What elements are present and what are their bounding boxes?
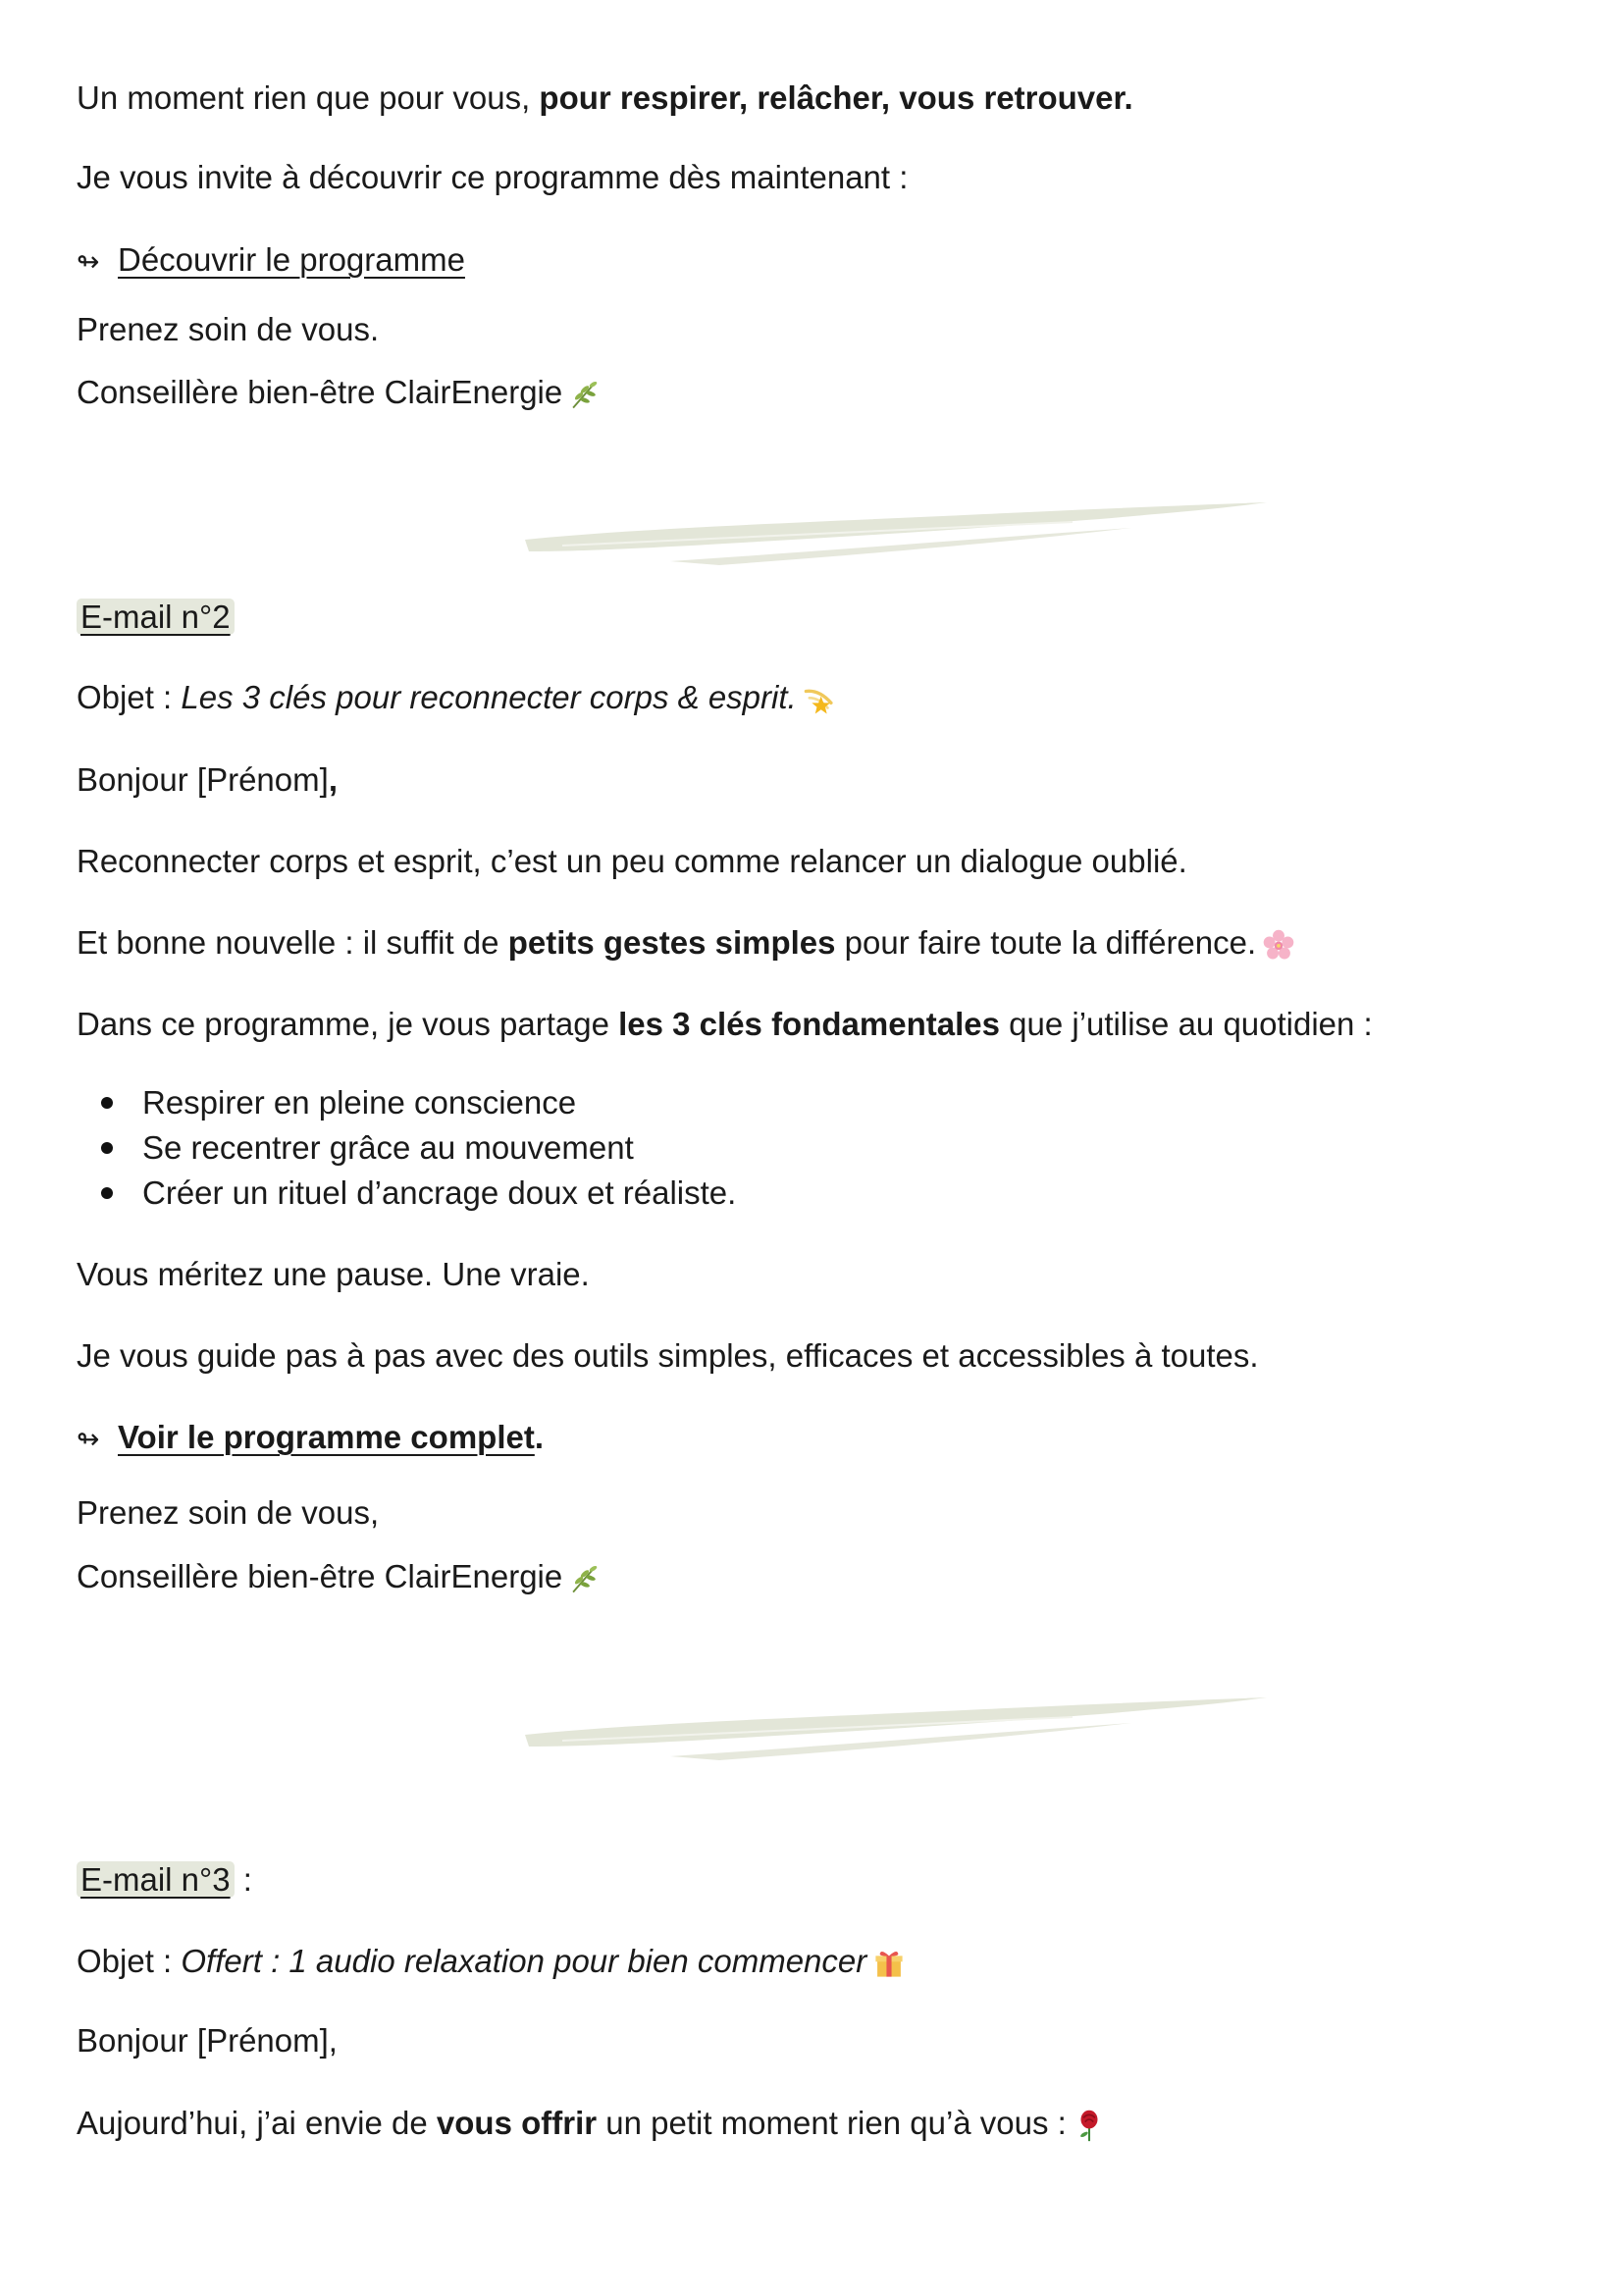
email2-closing: Prenez soin de vous,: [77, 1494, 380, 1531]
email3-subject-line: [77, 1940, 906, 1983]
label-suffix: :: [234, 1861, 252, 1898]
leaf-sprig-icon: [568, 378, 602, 411]
email3-greeting: Bonjour [Prénom],: [77, 2022, 338, 2059]
email2-heading: [77, 596, 235, 639]
email3-paragraph-1: [77, 2102, 1106, 2145]
email2-signature: [77, 1555, 602, 1598]
p3-bold: les 3 clés fondamentales: [618, 1006, 1000, 1042]
closing-line: Prenez soin de vous.: [77, 311, 380, 347]
email2-subject: Les 3 clés pour reconnecter corps & esprit.: [181, 679, 797, 715]
intro-text: Un moment rien que pour vous,: [77, 79, 540, 116]
email2-greeting: [77, 758, 338, 802]
bullet-text: Créer un rituel d’ancrage doux et réaliste.: [142, 1174, 737, 1211]
greeting-text: Bonjour [Prénom]: [77, 761, 329, 798]
p2-text-b: pour faire toute la différence.: [835, 924, 1257, 961]
list-item: [77, 1125, 736, 1171]
bullet-text: Respirer en pleine conscience: [142, 1084, 577, 1121]
p2-text-a: Et bonne nouvelle : il suffit de: [77, 924, 508, 961]
p1-text-a: Aujourd’hui, j’ai envie de: [77, 2105, 437, 2141]
signature-line: [77, 371, 602, 414]
brush-divider: [523, 1695, 1269, 1764]
p1-text-b: un petit moment rien qu’à vous :: [597, 2105, 1067, 2141]
link-period: .: [534, 1419, 544, 1455]
brush-divider: [523, 500, 1269, 569]
email2-paragraph-3: [77, 1003, 1373, 1046]
discover-program-link[interactable]: Découvrir le programme: [118, 241, 465, 278]
email3-label: E-mail n°3: [77, 1861, 235, 1898]
p3-text-b: que j’utilise au quotidien :: [999, 1006, 1373, 1042]
program-link-line: [77, 238, 465, 284]
cherry-blossom-icon: [1262, 928, 1295, 962]
email2-paragraph-2: [77, 921, 1295, 965]
list-item: [77, 1171, 736, 1216]
subject-prefix: Objet :: [77, 1943, 182, 1979]
gift-icon: [872, 1947, 906, 1980]
bullet-text: Se recentrer grâce au mouvement: [142, 1129, 634, 1166]
email2-subject-line: [77, 676, 836, 719]
email3-subject: Offert : 1 audio relaxation pour bien commencer: [181, 1943, 867, 1979]
curly-arrow-icon: ↬: [77, 245, 100, 278]
bullet-dot: [101, 1097, 113, 1109]
signature-text: Conseillère bien-être ClairEnergie: [77, 374, 563, 410]
bullet-dot: [101, 1187, 113, 1199]
p3-text-a: Dans ce programme, je vous partage: [77, 1006, 619, 1042]
signature-text: Conseillère bien-être ClairEnergie: [77, 1558, 563, 1594]
p2-bold: petits gestes simples: [507, 924, 836, 961]
shooting-star-icon: [803, 683, 836, 716]
keys-bullet-list: [77, 1080, 736, 1216]
full-program-link[interactable]: Voir le programme complet: [118, 1419, 535, 1455]
leaf-sprig-icon: [568, 1562, 602, 1595]
curly-arrow-icon: ↬: [77, 1423, 100, 1455]
intro-paragraph: [77, 77, 1133, 120]
intro-bold-text: pour respirer, relâcher, vous retrouver.: [539, 79, 1133, 116]
greeting-comma: ,: [328, 761, 338, 798]
full-program-link-line: [77, 1416, 544, 1461]
email2-paragraph-5: Je vous guide pas à pas avec des outils simples, efficaces et accessibles à toutes.: [77, 1337, 1259, 1374]
invite-paragraph: Je vous invite à découvrir ce programme dès maintenant :: [77, 159, 909, 195]
email2-paragraph-4: Vous méritez une pause. Une vraie.: [77, 1256, 590, 1292]
email3-heading: [77, 1858, 252, 1902]
email2-paragraph-1: Reconnecter corps et esprit, c’est un peu comme relancer un dialogue oublié.: [77, 843, 1187, 879]
bullet-dot: [101, 1142, 113, 1154]
rose-icon: [1073, 2109, 1106, 2142]
email2-label: E-mail n°2: [77, 599, 235, 635]
list-item: [77, 1080, 736, 1125]
subject-prefix: Objet :: [77, 679, 182, 715]
p1-bold: vous offrir: [436, 2105, 598, 2141]
